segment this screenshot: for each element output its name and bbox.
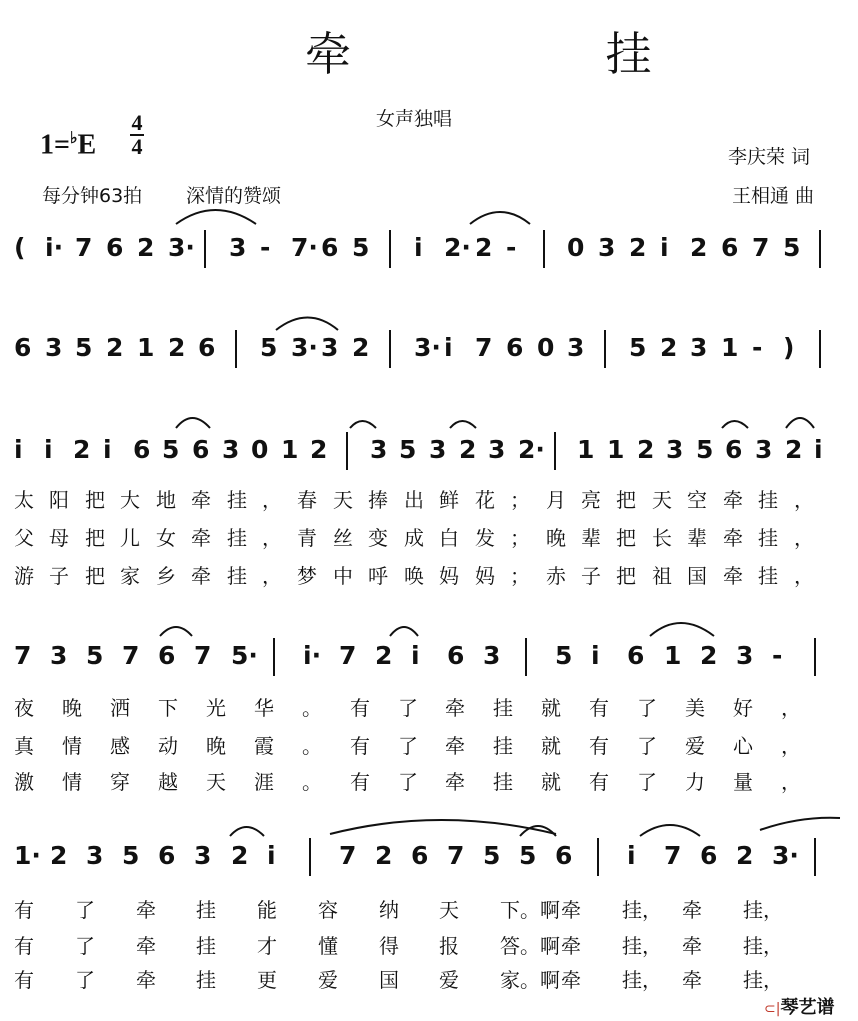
note: 6 bbox=[721, 233, 739, 262]
watermark-text: 琴艺谱 bbox=[780, 997, 835, 1018]
note: 2 bbox=[106, 333, 124, 362]
lyric-syllable: 挂， bbox=[622, 934, 662, 958]
lyric-syllable: 。 bbox=[302, 734, 322, 758]
lyric-syllable: 下 bbox=[158, 696, 178, 720]
lyric-syllable: 成 bbox=[404, 526, 424, 550]
lyric-syllable: 有 bbox=[350, 696, 370, 720]
lyric-syllable: 挂 bbox=[196, 934, 216, 958]
lyric-syllable: 把 bbox=[85, 488, 105, 512]
note: i bbox=[660, 233, 669, 262]
lyric-syllable: 激 bbox=[14, 770, 34, 794]
lyric-syllable: 牵 bbox=[191, 564, 211, 588]
note: 6 bbox=[700, 841, 718, 870]
lyric-syllable: 挂 bbox=[227, 564, 247, 588]
lyric-syllable: 牵 bbox=[445, 696, 465, 720]
lyric-syllable: 牵 bbox=[191, 526, 211, 550]
lyric-syllable: 了 bbox=[637, 770, 657, 794]
lyric-syllable: 地 bbox=[156, 488, 176, 512]
lyric-syllable: 牵 bbox=[445, 770, 465, 794]
note: i bbox=[267, 841, 276, 870]
lyric-syllable: 涯 bbox=[254, 770, 274, 794]
lyric-syllable: 霞 bbox=[254, 734, 274, 758]
note: 6 bbox=[411, 841, 429, 870]
lyric-syllable: 有 bbox=[350, 770, 370, 794]
lyric-syllable: 天 bbox=[652, 488, 672, 512]
note: 7 bbox=[339, 841, 357, 870]
lyric-syllable: ， bbox=[262, 564, 282, 588]
lyricist-credit: 李庆荣 词 bbox=[728, 146, 811, 168]
flat-sign: ♭ bbox=[69, 130, 78, 147]
note: 6 bbox=[192, 435, 210, 464]
note: 0 bbox=[567, 233, 585, 262]
lyric-syllable: ， bbox=[781, 696, 801, 720]
note: 5 bbox=[122, 841, 140, 870]
lyric-syllable: 妈 bbox=[475, 564, 495, 588]
song-title: 牵 挂 bbox=[305, 27, 772, 81]
note: 5 bbox=[399, 435, 417, 464]
note: 2 bbox=[352, 333, 370, 362]
lyric-syllable: 挂， bbox=[743, 934, 783, 958]
lyric-syllable: 天 bbox=[206, 770, 226, 794]
note: 3· bbox=[291, 333, 318, 362]
note: 0 bbox=[251, 435, 269, 464]
composer-credit: 王相通 曲 bbox=[732, 185, 815, 207]
note: i bbox=[103, 435, 112, 464]
note: 1 bbox=[577, 435, 595, 464]
lyric-syllable: 把 bbox=[85, 526, 105, 550]
lyric-syllable: 情 bbox=[62, 734, 82, 758]
lyric-syllable: 把 bbox=[616, 488, 636, 512]
note: 7 bbox=[447, 841, 465, 870]
note: 1 bbox=[664, 641, 682, 670]
note: 6 bbox=[627, 641, 645, 670]
lyric-syllable: 白 bbox=[439, 526, 459, 550]
lyric-syllable: 真 bbox=[14, 734, 34, 758]
lyric-syllable: 乡 bbox=[156, 564, 176, 588]
note: 3 bbox=[755, 435, 773, 464]
lyric-syllable: 挂 bbox=[196, 898, 216, 922]
lyric-syllable: 家。啊 bbox=[500, 968, 560, 992]
lyric-syllable: 牵 bbox=[561, 934, 581, 958]
note: 7· bbox=[291, 233, 318, 262]
note: i· bbox=[45, 233, 64, 262]
note: 5 bbox=[629, 333, 647, 362]
note: i bbox=[44, 435, 53, 464]
lyric-syllable: 。 bbox=[302, 770, 322, 794]
note: 3 bbox=[429, 435, 447, 464]
lyric-syllable: 挂 bbox=[758, 564, 778, 588]
lyric-syllable: 下。啊 bbox=[500, 898, 560, 922]
lyric-syllable: 挂， bbox=[743, 968, 783, 992]
note: i bbox=[414, 233, 423, 262]
lyric-syllable: 了 bbox=[398, 770, 418, 794]
lyric-syllable: 子 bbox=[49, 564, 69, 588]
tempo-marking: 每分钟63拍 bbox=[42, 185, 143, 207]
lyric-syllable: 能 bbox=[257, 898, 277, 922]
lyric-syllable: 国 bbox=[687, 564, 707, 588]
note: 7 bbox=[339, 641, 357, 670]
note: 5 bbox=[519, 841, 537, 870]
watermark-logo-icon: ⊂| bbox=[764, 1001, 781, 1017]
lyric-syllable: 有 bbox=[589, 770, 609, 794]
lyric-syllable: 了 bbox=[75, 898, 95, 922]
lyric-syllable: 有 bbox=[350, 734, 370, 758]
note: 7 bbox=[122, 641, 140, 670]
note: 3· bbox=[168, 233, 195, 262]
note: 7 bbox=[752, 233, 770, 262]
performance-type: 女声独唱 bbox=[376, 108, 453, 130]
note: 6 bbox=[506, 333, 524, 362]
lyric-syllable: 把 bbox=[616, 526, 636, 550]
lyric-syllable: 牵 bbox=[682, 968, 702, 992]
lyric-syllable: 有 bbox=[14, 968, 34, 992]
note: ) bbox=[783, 333, 795, 362]
note: 5 bbox=[555, 641, 573, 670]
note: 2 bbox=[310, 435, 328, 464]
note: 2 bbox=[137, 233, 155, 262]
note: 1 bbox=[607, 435, 625, 464]
note: 2· bbox=[518, 435, 545, 464]
note: 6 bbox=[14, 333, 32, 362]
lyric-syllable: 妈 bbox=[439, 564, 459, 588]
note: 2 bbox=[375, 841, 393, 870]
lyric-syllable: 梦 bbox=[297, 564, 317, 588]
note: 7 bbox=[194, 641, 212, 670]
lyric-syllable: 亮 bbox=[581, 488, 601, 512]
lyric-syllable: 捧 bbox=[368, 488, 388, 512]
lyric-syllable: ， bbox=[794, 526, 814, 550]
lyric-syllable: 感 bbox=[110, 734, 130, 758]
note: 3 bbox=[666, 435, 684, 464]
note: 2 bbox=[459, 435, 477, 464]
lyric-syllable: 就 bbox=[541, 696, 561, 720]
lyric-syllable: 更 bbox=[257, 968, 277, 992]
time-top: 4 bbox=[131, 110, 143, 135]
lyric-syllable: 呼 bbox=[368, 564, 388, 588]
lyric-syllable: 国 bbox=[379, 968, 399, 992]
note: 3 bbox=[194, 841, 212, 870]
lyric-syllable: 情 bbox=[62, 770, 82, 794]
lyric-syllable: 纳 bbox=[379, 898, 399, 922]
lyric-syllable: 动 bbox=[158, 734, 178, 758]
lyric-syllable: ； bbox=[510, 488, 530, 512]
lyric-syllable: 牵 bbox=[561, 898, 581, 922]
lyric-syllable: 夜 bbox=[14, 696, 34, 720]
watermark bbox=[764, 993, 834, 1019]
lyric-syllable: 了 bbox=[75, 968, 95, 992]
note: 6 bbox=[106, 233, 124, 262]
lyric-syllable: 中 bbox=[333, 564, 353, 588]
note: 6 bbox=[158, 641, 176, 670]
note: 3· bbox=[414, 333, 441, 362]
note: 5· bbox=[231, 641, 258, 670]
note: 2 bbox=[637, 435, 655, 464]
lyric-syllable: 好 bbox=[733, 696, 753, 720]
note: 3 bbox=[45, 333, 63, 362]
lyric-syllable: 牵 bbox=[136, 934, 156, 958]
lyric-syllable: 游 bbox=[14, 564, 34, 588]
note: 3 bbox=[488, 435, 506, 464]
lyric-syllable: ； bbox=[510, 564, 530, 588]
lyric-syllable: 挂， bbox=[622, 898, 662, 922]
note: i bbox=[411, 641, 420, 670]
note: i bbox=[444, 333, 453, 362]
lyric-syllable: 挂， bbox=[743, 898, 783, 922]
lyric-syllable: 牵 bbox=[191, 488, 211, 512]
lyric-syllable: 空 bbox=[687, 488, 707, 512]
note: 2 bbox=[231, 841, 249, 870]
lyric-syllable: ， bbox=[262, 526, 282, 550]
lyric-syllable: 挂 bbox=[227, 526, 247, 550]
lyric-syllable: 青 bbox=[297, 526, 317, 550]
lyric-syllable: 爱 bbox=[685, 734, 705, 758]
note: 7 bbox=[14, 641, 32, 670]
lyric-syllable: 光 bbox=[206, 696, 226, 720]
note: 5 bbox=[696, 435, 714, 464]
lyric-syllable: 春 bbox=[297, 488, 317, 512]
lyric-syllable: 量 bbox=[733, 770, 753, 794]
lyric-syllable: 花 bbox=[475, 488, 495, 512]
note: 3 bbox=[483, 641, 501, 670]
lyric-syllable: 了 bbox=[637, 734, 657, 758]
lyric-syllable: 挂 bbox=[493, 770, 513, 794]
lyric-syllable: 挂 bbox=[493, 696, 513, 720]
lyric-syllable: 越 bbox=[158, 770, 178, 794]
expression-marking: 深情的赞颂 bbox=[186, 185, 282, 207]
note: 6 bbox=[133, 435, 151, 464]
note: 2 bbox=[700, 641, 718, 670]
note: 3· bbox=[772, 841, 799, 870]
lyric-syllable: 爱 bbox=[439, 968, 459, 992]
note: 2 bbox=[475, 233, 493, 262]
lyric-syllable: 挂 bbox=[758, 488, 778, 512]
note: - bbox=[506, 233, 517, 262]
note: 7 bbox=[475, 333, 493, 362]
lyric-syllable: 月 bbox=[546, 488, 566, 512]
note: 3 bbox=[370, 435, 388, 464]
lyric-syllable: 辈 bbox=[581, 526, 601, 550]
note: i bbox=[591, 641, 600, 670]
lyric-syllable: ， bbox=[262, 488, 282, 512]
lyric-syllable: 女 bbox=[156, 526, 176, 550]
note: 6 bbox=[321, 233, 339, 262]
lyric-syllable: 美 bbox=[685, 696, 705, 720]
lyric-syllable: 得 bbox=[379, 934, 399, 958]
lyric-syllable: 牵 bbox=[723, 564, 743, 588]
note: 2 bbox=[50, 841, 68, 870]
note: - bbox=[260, 233, 271, 262]
lyric-syllable: 有 bbox=[14, 898, 34, 922]
note: 6 bbox=[725, 435, 743, 464]
note: 1 bbox=[281, 435, 299, 464]
lyric-syllable: 家 bbox=[120, 564, 140, 588]
note: 3 bbox=[736, 641, 754, 670]
lyric-syllable: 出 bbox=[404, 488, 424, 512]
lyric-syllable: 子 bbox=[581, 564, 601, 588]
lyric-syllable: 晚 bbox=[62, 696, 82, 720]
lyric-syllable: 变 bbox=[368, 526, 388, 550]
note: 3 bbox=[222, 435, 240, 464]
note: 6 bbox=[198, 333, 216, 362]
lyric-syllable: 心 bbox=[733, 734, 753, 758]
note: 2 bbox=[785, 435, 803, 464]
lyric-syllable: 爱 bbox=[318, 968, 338, 992]
lyric-syllable: 父 bbox=[14, 526, 34, 550]
lyric-syllable: 赤 bbox=[546, 564, 566, 588]
note: 2 bbox=[375, 641, 393, 670]
note: 7 bbox=[75, 233, 93, 262]
lyric-syllable: 挂 bbox=[758, 526, 778, 550]
lyric-syllable: ， bbox=[781, 770, 801, 794]
note: 2 bbox=[168, 333, 186, 362]
lyric-syllable: 牵 bbox=[723, 526, 743, 550]
lyric-syllable: 牵 bbox=[723, 488, 743, 512]
lyric-syllable: 有 bbox=[589, 734, 609, 758]
lyric-syllable: 发 bbox=[475, 526, 495, 550]
lyric-syllable: 牵 bbox=[561, 968, 581, 992]
note: 3 bbox=[567, 333, 585, 362]
lyric-syllable: 祖 bbox=[652, 564, 672, 588]
lyric-syllable: 把 bbox=[85, 564, 105, 588]
lyric-syllable: 丝 bbox=[333, 526, 353, 550]
lyric-syllable: 晚 bbox=[206, 734, 226, 758]
lyric-syllable: 天 bbox=[333, 488, 353, 512]
lyric-syllable: 鲜 bbox=[439, 488, 459, 512]
lyric-syllable: 了 bbox=[637, 696, 657, 720]
note: 3 bbox=[86, 841, 104, 870]
lyric-syllable: 牵 bbox=[136, 898, 156, 922]
lyric-syllable: 了 bbox=[75, 934, 95, 958]
lyric-syllable: 洒 bbox=[110, 696, 130, 720]
note: - bbox=[752, 333, 763, 362]
lyric-syllable: ， bbox=[781, 734, 801, 758]
note: 3 bbox=[229, 233, 247, 262]
lyric-syllable: 阳 bbox=[49, 488, 69, 512]
note: 5 bbox=[783, 233, 801, 262]
note: 3 bbox=[50, 641, 68, 670]
note: ( bbox=[14, 233, 26, 262]
note: 7 bbox=[664, 841, 682, 870]
lyric-syllable: 把 bbox=[616, 564, 636, 588]
note: 5 bbox=[86, 641, 104, 670]
note: 3 bbox=[321, 333, 339, 362]
lyric-syllable: 辈 bbox=[687, 526, 707, 550]
lyric-syllable: 太 bbox=[14, 488, 34, 512]
note: 5 bbox=[483, 841, 501, 870]
lyric-syllable: 有 bbox=[589, 696, 609, 720]
note: 0 bbox=[537, 333, 555, 362]
note: i bbox=[627, 841, 636, 870]
note: 6 bbox=[447, 641, 465, 670]
lyric-syllable: 牵 bbox=[136, 968, 156, 992]
lyric-syllable: 挂 bbox=[196, 968, 216, 992]
lyric-syllable: 了 bbox=[398, 734, 418, 758]
note: 5 bbox=[75, 333, 93, 362]
lyric-syllable: 牵 bbox=[682, 898, 702, 922]
lyric-syllable: 天 bbox=[439, 898, 459, 922]
key-prefix: 1= bbox=[40, 129, 70, 161]
lyric-syllable: 报 bbox=[439, 934, 459, 958]
note: i bbox=[14, 435, 23, 464]
note: - bbox=[772, 641, 783, 670]
lyric-syllable: 母 bbox=[49, 526, 69, 550]
note: 2 bbox=[690, 233, 708, 262]
note: 3 bbox=[598, 233, 616, 262]
lyric-syllable: 容 bbox=[318, 898, 338, 922]
note: 6 bbox=[555, 841, 573, 870]
note: 5 bbox=[260, 333, 278, 362]
lyric-syllable: 力 bbox=[685, 770, 705, 794]
note: 6 bbox=[158, 841, 176, 870]
note: 2 bbox=[629, 233, 647, 262]
note: 2 bbox=[73, 435, 91, 464]
lyric-syllable: 大 bbox=[120, 488, 140, 512]
lyric-syllable: ； bbox=[510, 526, 530, 550]
note: 3 bbox=[690, 333, 708, 362]
lyric-syllable: 晚 bbox=[546, 526, 566, 550]
lyric-syllable: 挂 bbox=[493, 734, 513, 758]
note: 2 bbox=[660, 333, 678, 362]
note: 2· bbox=[444, 233, 471, 262]
lyric-syllable: 长 bbox=[652, 526, 672, 550]
lyric-syllable: 儿 bbox=[120, 526, 140, 550]
note: i· bbox=[303, 641, 322, 670]
lyric-syllable: 挂 bbox=[227, 488, 247, 512]
lyric-syllable: 有 bbox=[14, 934, 34, 958]
note: 1 bbox=[721, 333, 739, 362]
note: 1 bbox=[137, 333, 155, 362]
note: i bbox=[814, 435, 823, 464]
time-bottom: 4 bbox=[131, 134, 143, 159]
lyric-syllable: ， bbox=[794, 564, 814, 588]
lyric-syllable: 答。啊 bbox=[500, 934, 560, 958]
lyric-syllable: ， bbox=[794, 488, 814, 512]
key-note: E bbox=[77, 129, 97, 161]
lyric-syllable: 华 bbox=[254, 696, 274, 720]
lyric-syllable: 穿 bbox=[110, 770, 130, 794]
note: 1· bbox=[14, 841, 41, 870]
lyric-syllable: 懂 bbox=[318, 934, 338, 958]
note: 5 bbox=[352, 233, 370, 262]
lyric-syllable: 才 bbox=[257, 934, 277, 958]
lyric-syllable: 挂， bbox=[622, 968, 662, 992]
lyric-syllable: 唤 bbox=[404, 564, 424, 588]
lyric-syllable: 牵 bbox=[445, 734, 465, 758]
note: 2 bbox=[736, 841, 754, 870]
lyric-syllable: 了 bbox=[398, 696, 418, 720]
note: 5 bbox=[162, 435, 180, 464]
lyric-syllable: 。 bbox=[302, 696, 322, 720]
lyric-syllable: 就 bbox=[541, 734, 561, 758]
lyric-syllable: 就 bbox=[541, 770, 561, 794]
lyric-syllable: 牵 bbox=[682, 934, 702, 958]
